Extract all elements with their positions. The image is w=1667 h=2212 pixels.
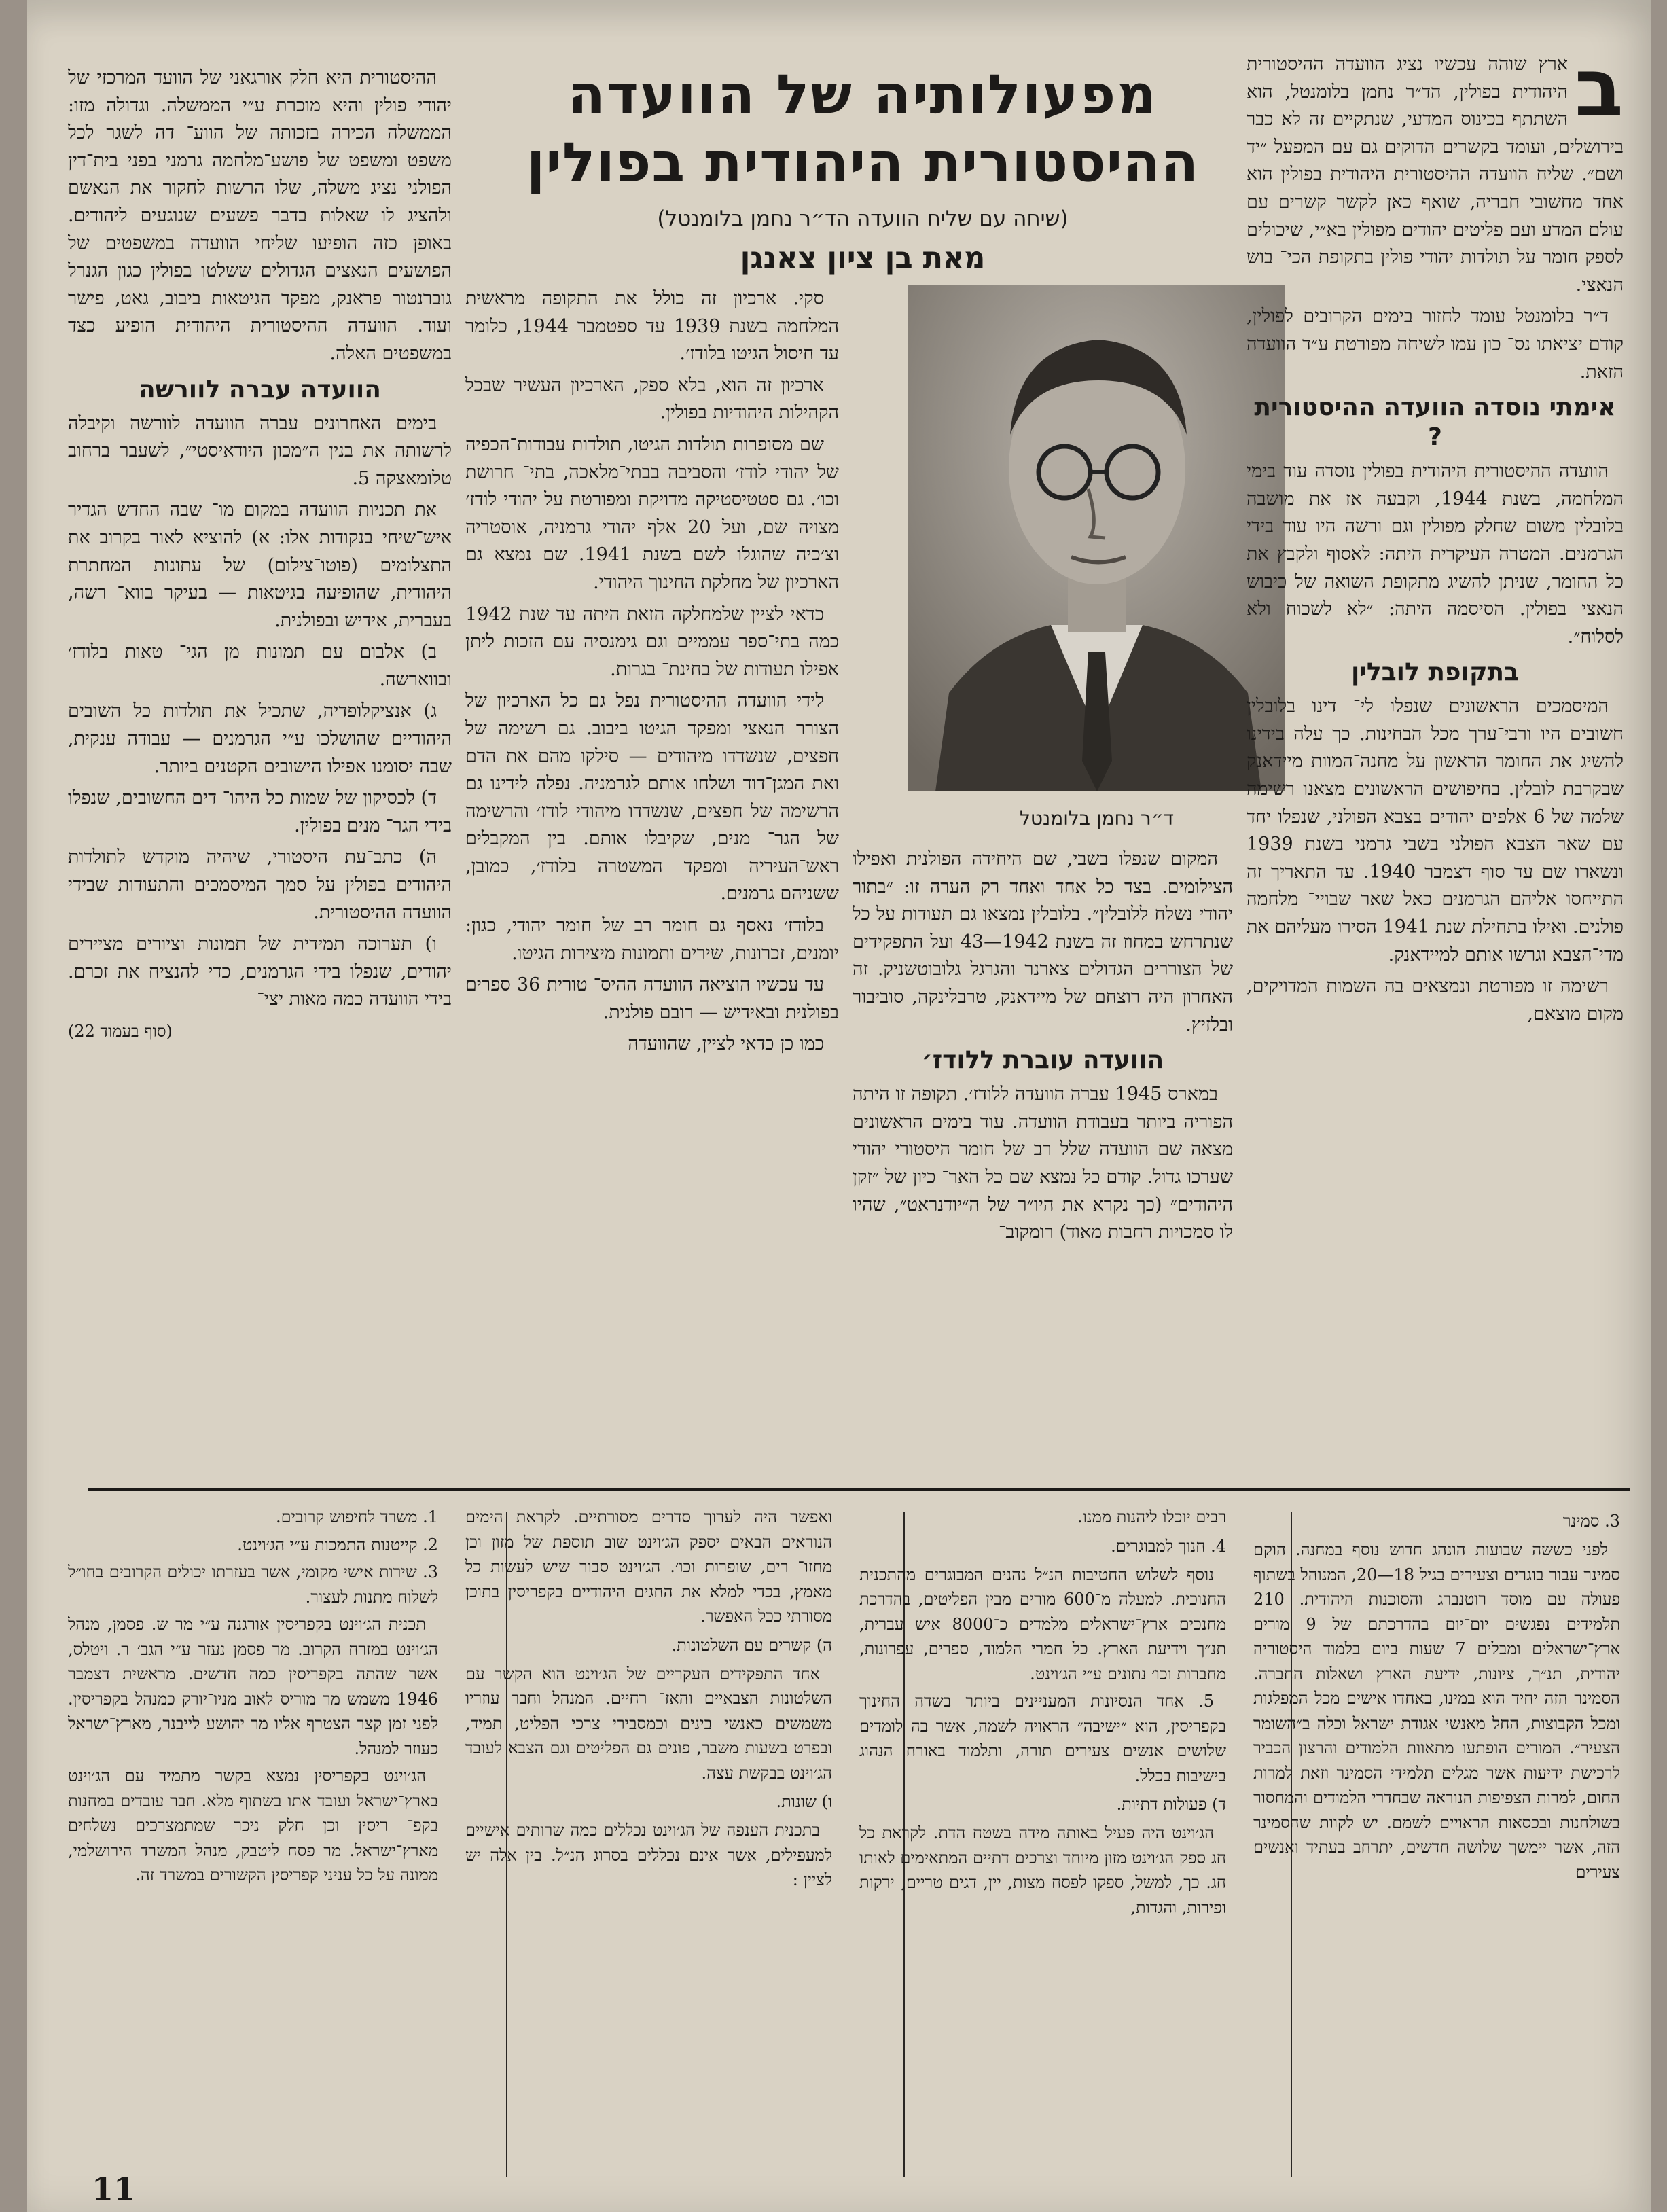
headline-line-2: ההיסטורית היהודית בפולין: [526, 131, 1200, 194]
portrait-photo: [908, 285, 1285, 791]
paragraph: בתכנית הענפה של הג׳וינט נכללים כמה שרותים אישיים למעפילים, אשר אינם נכללים בסרוג הנ״ל. בין אלה יש לציין :: [465, 1821, 832, 1889]
paragraph: עד עכשיו הוציאה הוועדה ההיס־ טורית 36 ספרים בפולנית ובאידיש — רובם פולנית.: [465, 974, 839, 1023]
joint-report-column-3: [465, 1505, 832, 2177]
paragraph: ב) אלבום עם תמונות מן הגי־ טאות בלודז׳ ובווארשה.: [68, 641, 452, 690]
paragraph: הוועדה ההיסטורית היהודית בפולין נוסדה עוד בימי המלחמה, בשנת 1944, וקבעה אז את מושבה בלובלין משום שחלק מפולין וגם ורשה היו עוד בידי הגרמנים. המטרה העיקרית היתה: לאסוף ולקבץ את כל החומר, שניתן להשיג מתקופת השואה של כיבוש הנאצי בפולין. הסיסמה היתה: ״לא לשכוח ולא לסלוח״.: [1247, 461, 1624, 647]
portrait-image: [908, 285, 1285, 791]
paragraph: רבים יוכלו ליהנות ממנו.: [1077, 1508, 1226, 1527]
joint-report-column-4: [68, 1505, 438, 2171]
headline-subtitle: (שיחה עם שליח הוועדה הד״ר נחמן בלומנטל): [657, 207, 1069, 231]
drop-cap: ב: [1575, 51, 1624, 135]
paragraph: במארס 1945 עברה הוועדה ללודז׳. תקופה זו היתה הפוריה ביותר בעבודת הוועדה. עוד בימים הראשונים מצאה שם הוועדה שלל רב של חומר היסטורי יהודי שערכו גדול. קודם כל נמצא שם כל האר־ כיון של ״זקן היהודים״ (כך נקרא את היו״ר של ה״יודנראט״, שהיו לו סמכויות רחבות מאוד) רומקוב־: [853, 1084, 1233, 1243]
list-item: 3. שירות אישי מקומי, אשר בעזרתו יכולים הקרובים בחו״ל לשלוח מתנות לעצור.: [68, 1563, 438, 1607]
author-byline: מאת בן ציון צאנגן: [740, 241, 986, 275]
paragraph: כדאי לציין שלמחלקה הזאת היתה עד שנת 1942 כמה בתי־ספר עממיים וגם גימנסיה עם הזכות ליתן אפילו תעודות של בחינת־ בגרות.: [465, 603, 839, 680]
section-heading: בתקופת לובלין: [1350, 658, 1520, 687]
paragraph: אחד התפקידים העקריים של הג׳וינט הוא הקשר עם השלטונות הצבאיים והאז־ רחיים. המנהל וחבר עוזריו משמשים כאנשי בינים וכמסבירי צרכי הפליט, תמיד, ובפרט בשעות משבר, פונים גם הפליטים וגם הצבא לעובד הג׳וינט בבקשת עצה.: [465, 1664, 832, 1783]
paragraph: ה) כתב־עת היסטורי, שיהיה מוקדש לתולדות היהודים בפולין על סמך המיסמכים והתעודות שבידי הוועדה ההיסטורית.: [68, 846, 452, 923]
paragraph: בימים האחרונים עברה הוועדה לוורשה וקיבלה לרשותה את בנין ה״מכון היודאיסטי״, לשעבר ברחוב טלומאצקה 5.: [68, 412, 452, 489]
paragraph: הג׳וינט היה פעיל באותה מידה בשטח הדת. לקראת כל חג ספק הג׳וינט מזון מיוחד וצרכים דתיים המתאימים לאותו חג. כך, למשל, ספקו לפסח מצות, יין, דגים טריים, ירקות ופירות, והגדות,: [859, 1823, 1226, 1917]
article-column-3: [465, 285, 839, 1457]
paragraph: רשימה זו מפורטת ונמצאים בה השמות המדויקים, מקום מוצאם,: [1247, 976, 1624, 1024]
article-column-2: [853, 846, 1233, 1457]
section-heading: אימתי נוסדה הוועדה ההיסטורית ?: [1254, 393, 1616, 452]
section-divider: [88, 1488, 1630, 1491]
paragraph: לידי הוועדה ההיסטורית נפל גם כל הארכיון של הצורר הנאצי ומפקד הגיטו ביבוב. גם רשימה של חפצים, שנשדדו מיהודים — סילקו מהם את הדם ואת המגן־דוד ושלחו אותם לגרמניה. נפלה לידינו גם הרשימה של חפצים, שנשדדו מיהודי לודז׳ והרשימה של הגר־ מנים, שקיבלו אותם. בין המקבלים ראש־העיריה ומפקד המשטרה בלודז׳, כמובן, ששניהם גרמנים.: [465, 690, 839, 905]
paragraph: נוסף לשלוש החטיבות הנ״ל נהנים המבוגרים מהתכנית החנוכית. למעלה מ־600 מורים מבין הפליטים, בהדרכת מחנכים ארץ־ישראלים מלמדים כ־8000 איש עברית, תנ״ך וידיעת הארץ. כל חמרי הלמוד, ספרים, עפרונות, מחברות וכו׳ נתונים ע״י הג׳וינט.: [859, 1565, 1226, 1683]
paragraph: ג) אנציקלופדיה, שתכיל את תולדות כל השובים היהודיים שהושלכו ע״י הגרמנים — עבודה ענקית, שבה יסומנו אפילו הישובים הקטנים ביותר.: [68, 700, 452, 777]
article-headline: [472, 61, 1253, 279]
paragraph: ו) תערוכה תמידית של תמונות וציורים מציירים יהודים, שנפלו בידי הגרמנים, כדי להנציח את זכרם. בידי הוועדה כמה מאות יצי־: [68, 933, 452, 1010]
list-item: 2. קייטנות התמכות ע״י הג׳וינט.: [237, 1535, 438, 1554]
section-heading: הוועדה עברה לוורשה: [139, 375, 381, 404]
section-heading: 3. סמינר: [1562, 1512, 1620, 1531]
paragraph: את תכניות הוועדה במקום מו־ שבה החדש הגדיר איש־שיחי בנקודות אלו: א) להוציא לאור בקרוב את התצלומים (פוטו־צילום) של עתונות המחתרת היהודית, שהופיעה בגיטאות — בעיקר בווא־ רשה, בעברית, אידיש ובפולנית.: [68, 499, 452, 631]
section-heading: ה) קשרים עם השלטונות.: [671, 1635, 832, 1655]
paragraph: המקום שנפלו בשבי, שם היחידה הפולנית ואפילו הצילומים. בצד כל אחד ואחד רק הערה זו: ״בתור יהודי נשלח ללובלין״. בלובלין נמצאו גם תעודות על כל שנתרחש במחוז זה בשנת 1942—43 ועל התפקידים של הצוררים הגדולים צארנר והגרגל גלובוטשניק. זה האחרון היה רוצחם של מיידאנק, טרבלינקה, סוביבור ובלזיץ.: [853, 849, 1233, 1035]
list-item: 1. משרד לחיפוש קרובים.: [275, 1508, 438, 1527]
section-heading: ו) שונות.: [776, 1792, 832, 1811]
article-column-1: [1247, 51, 1624, 1457]
paragraph: סקי. ארכיון זה כולל את התקופה מראשית המלחמה בשנת 1939 עד ספטמבר 1944, כלומר עד חיסול הגיטו בלודז׳.: [465, 288, 839, 365]
paragraph: ארץ שוהה עכשיו נציג הוועדה ההיסטורית היהודית בפולין, הד״ר נחמן בלומנטל, הוא השתתף בכינוס המדעי, שנתקיים זה לא כבר בירושלים, ועומד בקשרים הדוקים גם עם המפעל ״יד ושם״. שליח הוועדה ההיסטורית היהודית בפולין הוא אחד מחשובי חבריה, שואף כאן לקשר קשרים עם עולם המדע ועם פליטים יהודים מפולין בא״י, שיכולים לספק חומר על תולדות יהודי פולין בתקופת הכי־ בוש הנאצי.: [1247, 54, 1624, 296]
paragraph: תכנית הג׳וינט בקפריסין אורגנה ע״י מר ש. פסמן, מנהל הג׳וינט במזרח הקרוב. מר פסמן נעזר ע״י הגב׳ ר. ויטלס, אשר שהתה בקפריסין כמה חדשים. מראשית דצמבר 1946 משמש מר מוריס לאוב מניו־יורק כמנהל בקפריסין. לפני זמן קצר הצטרף אליו מר יהושע לייבנר, מארץ־ישראל כעוזר למנהל.: [68, 1615, 438, 1758]
paragraph: לפני כששה שבועות הונהג חדוש נוסף במחנה. הוקם סמינר עבור בוגרים וצעירים בגיל 18—20, המנוהל בשתוף פעולה עם מוסד רוטנברג והסוכנות היהודית. 210 תלמידים נפגשים יום־יום בהדרכתם של 9 מורים ארץ־ישראלים ומבלים 7 שעות ביום בלמוד היסטוריה יהודית, תנ״ך, ציונות, ידיעת הארץ ושאלות החברה. הסמינר הזה יחיד הוא במינו, באחדו אישים מכל המפלגות ומכל הקבוצות, החל מאנשי אגודת ישראל וכלה ב״השומר הצעיר״. המורים הופתעו מתאוות הלמודים והרצון הכביר לרכישת ידיעות אשר מגלים תלמידי הסמינר וזאת למרות החום, למרות הצפיפות הנוראה שבחדרי הלמודים והמחסור בשולחנות ובכסאות הראויים לשמם. יש לקוות שהסמינר הזה, אשר יימשך שלושה חדשים, יתרחב בעתיד ואנשים צעירים: [1253, 1540, 1620, 1882]
paragraph: כמו כן כדאי לציין, שהוועדה: [628, 1033, 824, 1055]
page-number: 11: [92, 2171, 136, 2207]
paragraph: בלודז׳ נאסף גם חומר רב של חומר יהודי, כגון: יומנים, זכרונות, שירים ותמונות מיצירות הגיטו.: [465, 915, 839, 964]
paragraph: 5. אחד הנסיונות המעניינים ביותר בשדה החינוך בקפריסין, הוא ״ישיבה״ הראויה לשמה, אשר בה לומדים שלושים אנשים צעירים תורה, ותלמוד באורח הנהוג בישיבות בכלל.: [859, 1692, 1226, 1785]
section-heading: הוועדה עוברת ללודז׳: [921, 1046, 1164, 1075]
paragraph: ד״ר בלומנטל עומד לחזור בימים הקרובים לפולין, קודם יציאתו נס־ כון עמו לשיחה מפורטת ע״ד הוועדה הזאת.: [1247, 306, 1624, 382]
headline-line-1: מפעולותיה של הוועדה: [567, 63, 1158, 126]
section-heading: 4. חנוך למבוגרים.: [1111, 1536, 1226, 1556]
paragraph: ההיסטורית היא חלק אורגאני של הוועד המרכזי של יהודי פולין והיא מוכרת ע״י הממשלה. וגדולה מזו: הממשלה הכירה בזכותה של הווע־ דה לשגר לכל משפט ומשפט של פושע־מלחמה גרמני בפני בית־דין הפולני נציג משלה, שלו הרשות לחקור את הנאשם ולהציג לו שאלות בדבר פשעים שנוגעים ליהודים. באופן כזה הופיעו שליחי הוועדה במשפטים של הפושעים הנאצים הגדולים ששלטו בפולין כגון הגנרל גוברנטור פראנק, מפקד הגיטאות ביבוב, גאט, פישר ועוד. הוועדה ההיסטורית היהודית הופיע כצד במשפטים האלה.: [68, 67, 452, 364]
article-column-4: [68, 65, 452, 1467]
paragraph: ארכיון זה הוא, בלא ספק, הארכיון העשיר שבכל הקהילות היהודיות בפולין.: [465, 374, 839, 424]
continued-note: (סוף בעמוד 22): [68, 1022, 173, 1041]
magazine-page: [27, 0, 1651, 2212]
paragraph: ד) לכסיקון של שמות כל היהו־ דים החשובים, שנפלו בידי הגר־ מנים בפולין.: [68, 787, 452, 836]
photo-caption: ד״ר נחמן בלומנטל: [1019, 807, 1175, 830]
paragraph: ואפשר היה לערוך סדרים מסורתיים. לקראת הימים הנוראים הבאים יספק הג׳וינט שוב תוספת של מזון וכן מחזו־ רים, שופרות וכו׳. הג׳וינט סבור שיש לעשות כל מאמץ, בכדי למלא את החגים היהודיים בקפריסין בתוכן מסורתי ככל האפשר.: [465, 1508, 832, 1626]
paragraph: שם מסופרות תולדות הגיטו, תולדות עבודות־הכפיה של יהודי לודז׳ והסביבה בבתי־מלאכה, בתי־ חרושת וכו׳. גם סטטיסטיקה מדויקת ומפורטת על יהודי לודז׳ מצויה שם, ועל 20 אלף יהודי גרמניה, אוסטריה וצ׳כיה שהוגלו לשם בשנת 1941. שם נמצא גם הארכיון של מחלקת החינוך היהודי.: [465, 433, 839, 593]
paragraph: הג׳וינט בקפריסין נמצא בקשר מתמיד עם הג׳וינט בארץ־ישראל ועובד אתו בשתוף מלא. חבר עובדים במחנות בקפ־ ריסין וכן חלק ניכר שמתמצרכים נשלחים מארץ־ישראל. מר פסח ליטבק, מנהל המשרד הירושלמי, ממונה על כל עניני קפריסין הקשורים במשרד זה.: [68, 1766, 438, 1885]
joint-report-column-1: [1253, 1505, 1620, 2177]
section-heading: ד) פעולות דתיות.: [1116, 1795, 1226, 1814]
joint-report-column-2: [859, 1505, 1226, 2177]
paragraph: המיסמכים הראשונים שנפלו לי־ דינו בלובלין חשובים היו ורבי־ערך מכל הבחינות. כך עלה בידינו להשיג את החומר הראשון על מחנה־המוות מיידאנק שבקרבת לובלין. בחיפושים הראשונים מצאנו רשימה שלמה של 6 אלפים יהודים בצבא הפולני, שנפלו יחד עם שאר הצבא הפולני בשבי גרמני בשנת 1939 ונשארו שם עד סוף דצמבר 1940. עד התאריך זה התייחסו אליהם הגרמנים כאל שאר שבויי־ מלחמה פולנים. ואילו בתחילת שנת 1941 הסירו מעליהם את מדי־הצבא וגרשו אותם למיידאנק.: [1247, 696, 1624, 965]
